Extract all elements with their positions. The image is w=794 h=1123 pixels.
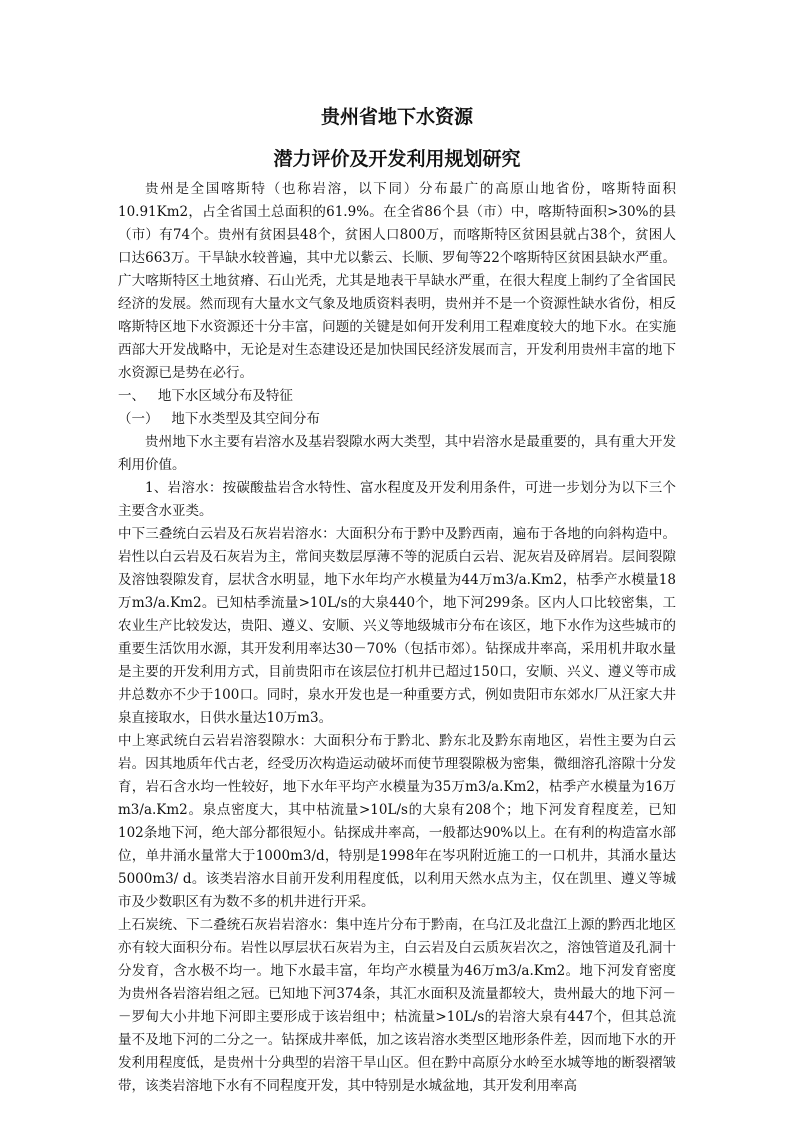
groundwater-types-paragraph: 贵州地下水主要有岩溶水及基岩裂隙水两大类型，其中岩溶水是最重要的，具有重大开发利用价值。	[118, 434, 676, 473]
intro-paragraph: 贵州是全国喀斯特（也称岩溶，以下同）分布最广的高原山地省份，喀斯特面积10.91Km2，占全省国土总面积的61.9%。在全省86个县（市）中，喀斯特面积>30%的县（市）有74个。贵州有贫困县48个，贫困人口800万，而喀斯特区贫困县就占38个，贫困人口达663万。干旱缺水较普遍，其中尤以紫云、长顺、罗甸等22个喀斯特区贫困县缺水严重。广大喀斯特区土地贫瘠、石山光秃，尤其是地表干旱缺水严重，在很大程度上制约了全省国民经济的发展。然而现有大量水文气象及地质资料表明，贵州并不是一个资源性缺水省份，相反喀斯特区地下水资源还十分丰富，问题的关键是如何开发利用工程难度较大的地下水。在实施西部大开发战略中，无论是对生态建设还是加快国民经济发展而言，开发利用贵州丰富的地下水资源已是势在必行。	[118, 181, 676, 381]
subsection-heading-1: （一） 地下水类型及其空间分布	[118, 411, 320, 427]
cambrian-karst-paragraph: 中上寒武统白云岩岩溶裂隙水：大面积分布于黔北、黔东北及黔东南地区，岩性主要为白云岩。因其地质年代古老，经受历次构造运动破坏而使节理裂隙极为密集，微细溶孔溶隙十分发育，岩石含水均一性较好，地下水年平均产水模量为35万m3/a.Km2，枯季产水模量为16万m3/a.Km2。泉点密度大，其中枯流量>10L/s的大泉有208个；地下河发育程度差，已知102条地下河，绝大部分都很短小。钻探成井率高，一般都达90%以上。在有利的构造富水部位，单井涌水量常大于1000m3/d，特别是1998年在岑巩附近施工的一口机井，其涌水量达5000m3/ d。该类岩溶水目前开发利用程度低，以利用天然水点为主，仅在凯里、遵义等城市及少数职区有为数不多的机井进行开采。	[118, 733, 676, 910]
document-title-line1: 贵州省地下水资源	[320, 106, 473, 128]
carboniferous-karst-paragraph: 上石炭统、下二叠统石灰岩岩溶水：集中连片分布于黔南，在乌江及北盘江上源的黔西北地区亦有较大面积分布。岩性以厚层状石灰岩为主，白云岩及白云质灰岩次之，溶蚀管道及孔洞十分发育，含水极不均一。地下水最丰富，年均产水模量为46万m3/a.Km2。地下河发育密度为贵州各岩溶岩组之冠。已知地下河374条，其汇水面积及流量都较大，贵州最大的地下河－－罗甸大小井地下河即主要形成于该岩组中；枯流量>10L/s的岩溶大泉有447个，但其总流量不及地下河的二分之一。钻探成井率低，加之该岩溶水类型区地形条件差，因而地下水的开发利用程度低，是贵州十分典型的岩溶干旱山区。但在黔中高原分水岭至水城等地的断裂褶皱带，该类岩溶地下水有不同程度开发，其中特别是水城盆地，其开发利用率高	[118, 917, 676, 1094]
section-heading-1: 一、 地下水区域分布及特征	[118, 388, 293, 404]
document-page	[118, 100, 676, 1098]
karst-water-intro-paragraph: 1、岩溶水：按碳酸盐岩含水特性、富水程度及开发利用条件，可进一步划分为以下三个主要含水亚类。	[118, 480, 676, 519]
document-title-line2: 潜力评价及开发利用规划研究	[273, 148, 521, 170]
triassic-karst-paragraph: 中下三叠统白云岩及石灰岩岩溶水：大面积分布于黔中及黔西南，遍布于各地的向斜构造中。岩性以白云岩及石灰岩为主，常间夹数层厚薄不等的泥质白云岩、泥灰岩及碎屑岩。层间裂隙及溶蚀裂隙发育，层状含水明显，地下水年均产水模量为44万m3/a.Km2，枯季产水模量18万m3/a.Km2。已知枯季流量>10L/s的大泉440个，地下河299条。区内人口比较密集，工农业生产比较发达，贵阳、遵义、安顺、兴义等地级城市分布在该区，地下水作为这些城市的重要生活饮用水源，其开发利用率达30－70%（包括市郊）。钻探成井率高，采用机井取水量是主要的开发利用方式，目前贵阳市在该层位打机井已超过150口，安顺、兴义、遵义等市成井总数亦不少于100口。同时，泉水开发也是一种重要方式，例如贵阳市东郊水厂从汪家大井泉直接取水，日供水量达10万m3。	[118, 526, 676, 726]
